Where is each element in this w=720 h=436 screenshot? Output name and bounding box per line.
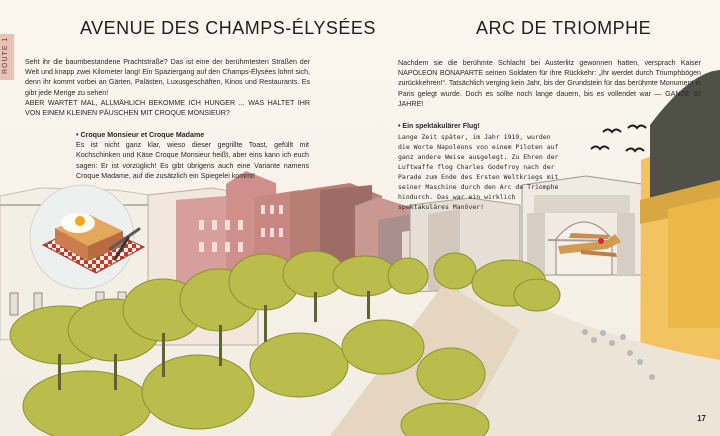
left-page-title: AVENUE DES CHAMPS-ÉLYSÉES — [80, 18, 376, 38]
page-number: 17 — [697, 414, 706, 423]
left-hunger-text: ABER WARTET MAL, ALLMÄHLICH BEKOMME ICH HUNGER ... WAS HALTET IHR VON EINEM KLEINEN PÄUSCHEN MIT CROQUE MONSIEUR? — [25, 98, 310, 118]
route-tab — [0, 34, 14, 80]
left-paragraph: Seht ihr die baumbestandene Prachtstraße? Das ist eine der berühmtesten Straßen der Welt und knapp zwei Kilometer lang! Ein Spaziergang auf den Champs-Élysées lohnt sich, denn ihr kommt vorbei an Gärten, Palästen, Luxusgeschäften, Kinos und Restaurants. Es gibt jede Menge zu sehen! — [25, 58, 310, 97]
flight-heading: • Ein spektakulärer Flug! — [398, 123, 480, 130]
flight-text: Lange Zeit später, im Jahr 1919, wurden die Worte Napoleons von einem Piloten auf ganz andere Weise ausgelegt. Zu Ehren der Luftwaffe flog Charles Godefroy nach der Parade zum Ende des Ersten Weltkriegs mit seiner Maschine durch den Arc de Triomphe hindurch. Das war ein wirklich spektakuläres Manöver! — [398, 133, 559, 211]
route-label: ROUTE 1 — [2, 36, 9, 74]
right-main-text: Nachdem sie die berühmte Schlacht bei Austerlitz gewonnen hatten, versprach Kaiser NAPOLEON BONAPARTE seinen Soldaten für ihre Rückkehr: „Ihr werdet durch Triumphbögen zurückkehren!“. Tatsächlich verging kein Jahr, bis der Grundstein für das berühmte Monument in Paris gelegt wurde. Doch es sollte noch lange dauern, bis es vollendet war — GANZE 30 JAHRE! — [398, 59, 701, 108]
left-main-text — [25, 57, 310, 118]
flight-note — [398, 122, 566, 212]
croque-text: Es ist nicht ganz klar, wieso dieser gegrillte Toast, gefüllt mit Kochschinken und Käse Croque Monsieur heißt, aber eins kann ich euch sagen: Er ist vorzüglich! Es gibt übrigens auch eine Variante namens Croque Madame, auf die zusätzlich ein Spiegelei kommt! — [76, 141, 309, 180]
right-page-title: ARC DE TRIOMPHE — [476, 18, 652, 38]
croque-heading: • Croque Monsieur et Croque Madame — [76, 131, 205, 139]
croque-note — [76, 130, 309, 181]
